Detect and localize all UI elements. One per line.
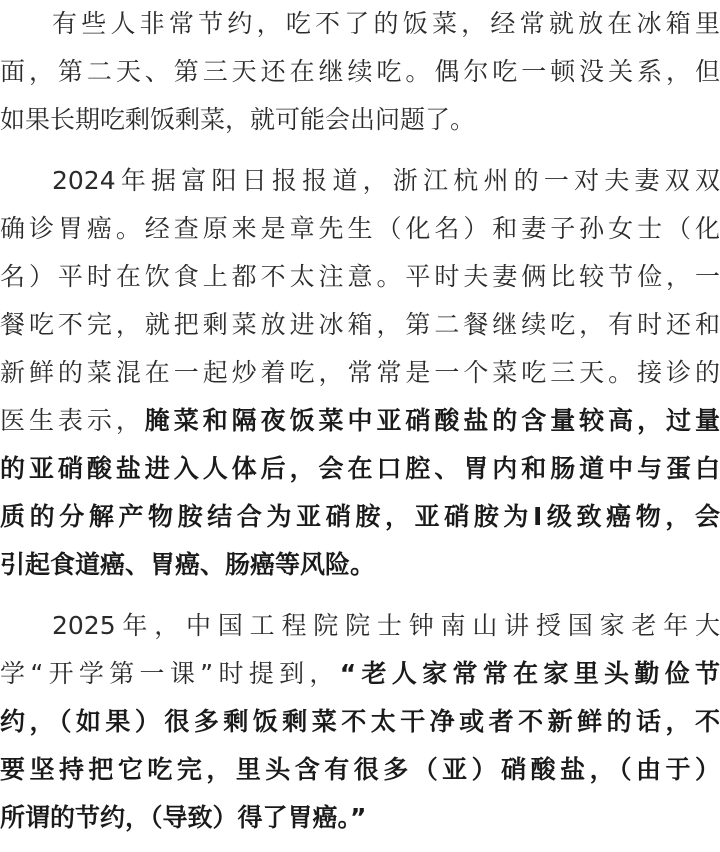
paragraph-3-line-1: 2025年，中国工程院院士钟南山讲授国家老年大 [52, 611, 720, 640]
paragraph-3-line-2 [0, 650, 720, 698]
paragraph-2-line-3: 名）平时在饮食上都不太注意。平时夫妻俩比较节俭，一 [0, 262, 720, 291]
paragraph-3-line-2-bold: “老人家常常在家里头勤俭节 [339, 659, 720, 688]
paragraph-2-line-2: 确诊胃癌。经查原来是章先生（化名）和妻子孙女士（化 [0, 214, 720, 243]
paragraph-2-line-7 [0, 445, 720, 493]
paragraph-1-line-1: 有些人非常节约，吃不了的饭菜，经常就放在冰箱里 [52, 9, 720, 38]
paragraph-2-line-8 [0, 493, 720, 541]
paragraph-3-line-4 [0, 746, 720, 794]
paragraph-2-line-7-bold: 的亚硝酸盐进入人体后，会在口腔、胃内和肠道中与蛋白 [0, 454, 720, 483]
paragraph-1-line-2: 面，第二天、第三天还在继续吃。偶尔吃一顿没关系，但 [0, 57, 720, 86]
paragraph-3-line-2-plain: 学“开学第一课”时提到， [0, 659, 340, 688]
paragraph-2-line-9 [0, 541, 720, 589]
paragraph-2-line-9-bold: 引起食道癌、胃癌、肠癌等风险。 [0, 550, 376, 579]
paragraph-2-line-4: 餐吃不完，就把剩菜放进冰箱，第二餐继续吃，有时还和 [0, 310, 720, 339]
paragraph-3-line-3-bold: 约，（如果）很多剩饭剩菜不太干净或者不新鲜的话，不 [0, 707, 720, 736]
paragraph-3-line-4-bold: 要坚持把它吃完，里头含有很多（亚）硝酸盐，（由于） [0, 755, 720, 784]
paragraph-1-line-3: 如果长期吃剩饭剩菜，就可能会出问题了。 [0, 105, 476, 134]
paragraph-2-line-6-bold: 腌菜和隔夜饭菜中亚硝酸盐的含量较高，过量 [144, 406, 720, 435]
paragraph-2-line-6-plain: 医生表示， [0, 406, 145, 435]
paragraph-2-line-5: 新鲜的菜混在一起炒着吃，常常是一个菜吃三天。接诊的 [0, 358, 720, 387]
paragraph-2-line-1: 2024年据富阳日报报道，浙江杭州的一对夫妻双双 [52, 166, 720, 195]
paragraph-3-line-5 [0, 794, 720, 842]
paragraph-2-line-8-bold: 质的分解产物胺结合为亚硝胺，亚硝胺为I级致癌物，会 [0, 502, 720, 531]
paragraph-3-line-5-bold: 所谓的节约，（导致）得了胃癌。” [0, 803, 367, 832]
paragraph-2-line-6 [0, 397, 720, 445]
paragraph-3-line-3 [0, 698, 720, 746]
